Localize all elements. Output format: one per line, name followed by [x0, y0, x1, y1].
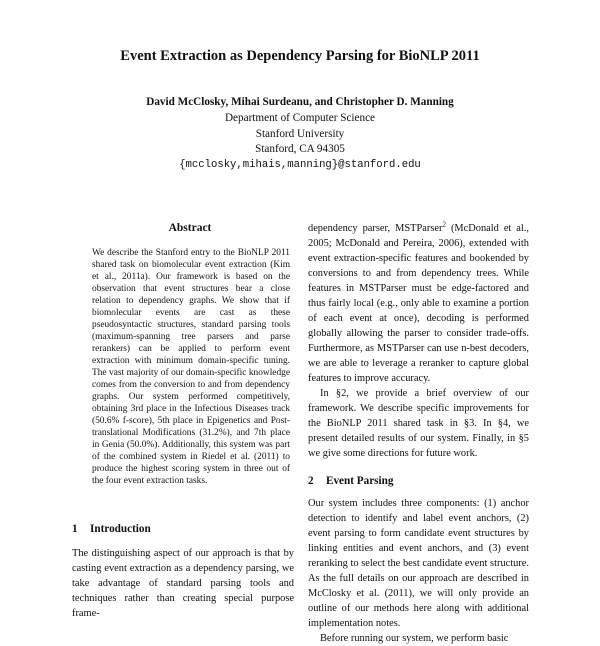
section-number: 2 [308, 475, 314, 487]
abstract-text: We describe the Stanford entry to the BioNLP 2011 shared task on biomolecular event extraction (Kim et al., 2011a). Our framework is based on the observation that event structures bear a close relation to dependency graphs. We show that if biomolecular events are cast as these pseudosyntactic structures, standard parsing tools (maximum-spanning tree parsers and parse rerankers) can be applied to perform event extraction with minimum domain-specific tuning. The vast majority of our domain-specific knowledge comes from the conversion to and from dependency graphs. Our system performed competitively, obtaining 3rd place in the Infectious Diseases track (50.6% f-score), 5th place in Epigenetics and Post-translational Modifications (31.2%), and 7th place in Genia (50.0%). Additionally, this system was part of the combined system in Riedel et al. (2011) to produce the highest scoring system in three out of the four event extraction tasks. [92, 248, 290, 486]
university: Stanford University [255, 127, 345, 140]
intro-text [72, 546, 294, 621]
event-parsing-paragraph-1: Our system includes three components: (1) anchor detection to identify and label event anchors, (2) event parsing to form candidate event structures by linking entities and event anchors, and (3) event reranking to select the best candidate event structure. As the full details on our approach are described in McClosky et al. (2011), we will only provide an outline of our methods here along with additional implementation notes. [308, 498, 529, 629]
right-paragraph-1 [308, 221, 529, 386]
section-title: Introduction [90, 523, 151, 535]
section-number: 1 [72, 523, 78, 535]
right-para1-part-b: (McDonald et al., 2005; McDonald and Pereira, 2006), extended with event extraction-specific features and bookended by conversions to and from dependency trees. While features in MSTParser must be edge-factored and thus fairly local (e.g., only able to examine a portion of each event at once), decoding is performed globally allowing the parser to consider trade-offs. Furthermore, as MSTParser can use n-best decoders, we are able to leverage a reranker to capture global features to improve accuracy. [308, 223, 529, 384]
right-column-top [308, 221, 529, 461]
paper-authors: David McClosky, Mihai Surdeanu, and Christopher D. Manning [146, 96, 454, 108]
event-parsing-paragraph-2: Before running our system, we perform basic [320, 633, 509, 644]
affiliation [0, 111, 600, 173]
event-parsing-text [308, 496, 529, 646]
right-para1-part-a: dependency parser, MSTParser [308, 223, 443, 234]
abstract-heading: Abstract [168, 222, 212, 234]
location: Stanford, CA 94305 [255, 143, 345, 155]
intro-paragraph: The distinguishing aspect of our approach is that by casting event extraction as a dependency parsing, we take advantage of standard parsing tools and techniques rather than creating special purpose frame- [72, 548, 294, 619]
section-event-parsing-heading [308, 475, 393, 487]
paper-title: Event Extraction as Dependency Parsing for BioNLP 2011 [120, 48, 480, 64]
email: {mcclosky,mihais,manning}@stanford.edu [179, 158, 421, 171]
footnote-mark: 2 [442, 220, 446, 229]
department: Department of Computer Science [224, 112, 376, 124]
section-introduction-heading [72, 523, 151, 535]
right-paragraph-2: In §2, we provide a brief overview of our framework. We describe specific improvements for the BioNLP 2011 shared task in §3. In §4, we present detailed results of our system. Finally, in §5 we give some directions for future work. [308, 388, 529, 459]
section-title: Event Parsing [326, 475, 394, 487]
